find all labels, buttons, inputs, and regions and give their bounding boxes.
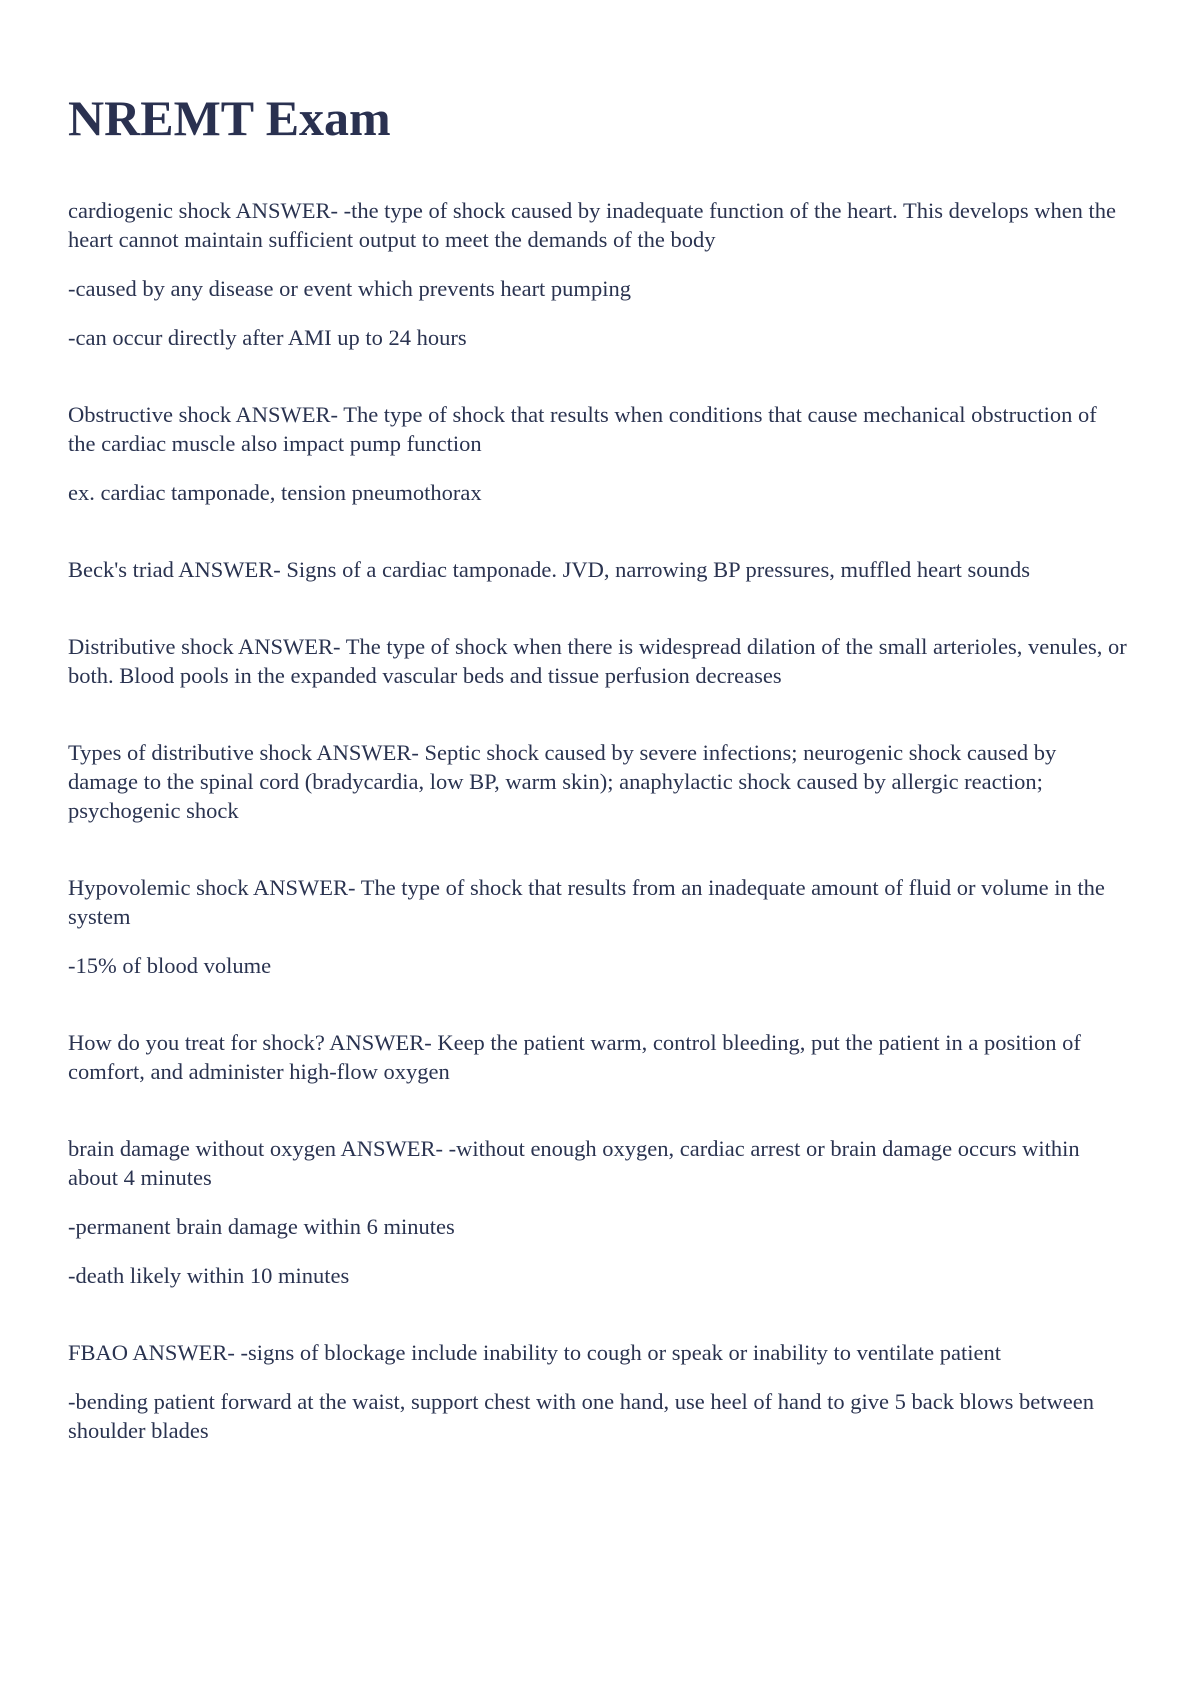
- flashcard-question-line: [68, 555, 1128, 584]
- answer-label: ANSWER-: [329, 1030, 432, 1055]
- answer-label: ANSWER-: [340, 1136, 443, 1161]
- flashcard-list: [68, 196, 1128, 1445]
- flashcard-question-line: [68, 738, 1128, 825]
- answer-label: ANSWER-: [235, 198, 338, 223]
- flashcard-term: brain damage without oxygen: [68, 1136, 337, 1161]
- answer-label: ANSWER-: [235, 402, 338, 427]
- flashcard-extra-line: -bending patient forward at the waist, support chest with one hand, use heel of hand to give 5 back blows between shoulder blades: [68, 1389, 1094, 1443]
- flashcard-extra-line: -15% of blood volume: [68, 953, 272, 978]
- flashcard-term: cardiogenic shock: [68, 198, 232, 223]
- document-title: NREMT Exam: [68, 90, 391, 146]
- flashcard-answer: Keep the patient warm, control bleeding, put the patient in a position of comfort, and administer high-flow oxygen: [68, 1030, 1081, 1084]
- flashcard-extra-line: -caused by any disease or event which prevents heart pumping: [68, 276, 631, 301]
- flashcard-entry: [68, 1134, 1128, 1290]
- flashcard-term: Types of distributive shock: [68, 740, 313, 765]
- flashcard-term: Hypovolemic shock: [68, 875, 249, 900]
- flashcard-answer: Signs of a cardiac tamponade. JVD, narrowing BP pressures, muffled heart sounds: [286, 557, 1031, 582]
- answer-label: ANSWER-: [238, 634, 341, 659]
- flashcard-answer: -the type of shock caused by inadequate function of the heart. This develops when the heart cannot maintain sufficient output to meet the demands of the body: [68, 198, 1117, 252]
- flashcard-entry: [68, 738, 1128, 825]
- flashcard-question-line: [68, 196, 1128, 254]
- flashcard-answer: The type of shock when there is widespread dilation of the small arterioles, venules, or both. Blood pools in the expanded vascular beds and tissue perfusion decreases: [68, 634, 1127, 688]
- flashcard-entry: [68, 1028, 1128, 1086]
- flashcard-entry: [68, 196, 1128, 352]
- flashcard-answer: -without enough oxygen, cardiac arrest or brain damage occurs within about 4 minutes: [68, 1136, 1080, 1190]
- flashcard-term: FBAO: [68, 1340, 129, 1365]
- flashcard-entry: [68, 1338, 1128, 1445]
- flashcard-extra-line: -death likely within 10 minutes: [68, 1263, 350, 1288]
- flashcard-entry: [68, 400, 1128, 507]
- flashcard-question-line: [68, 1028, 1128, 1086]
- flashcard-entry: [68, 632, 1128, 690]
- flashcard-term: Distributive shock: [68, 634, 234, 659]
- flashcard-entry: [68, 555, 1128, 584]
- flashcard-question-line: [68, 632, 1128, 690]
- flashcard-answer: -signs of blockage include inability to cough or speak or inability to ventilate patient: [240, 1340, 1001, 1365]
- flashcard-answer: Septic shock caused by severe infections; neurogenic shock caused by damage to the spinal cord (bradycardia, low BP, warm skin); anaphylactic shock caused by allergic reaction; psychogenic shock: [68, 740, 1057, 823]
- answer-label: ANSWER-: [132, 1340, 235, 1365]
- flashcard-term: Beck's triad: [68, 557, 174, 582]
- flashcard-question-line: [68, 873, 1128, 931]
- flashcard-answer: The type of shock that results when conditions that cause mechanical obstruction of the cardiac muscle also impact pump function: [68, 402, 1097, 456]
- flashcard-entry: [68, 873, 1128, 980]
- flashcard-answer: The type of shock that results from an inadequate amount of fluid or volume in the system: [68, 875, 1105, 929]
- answer-label: ANSWER-: [316, 740, 419, 765]
- flashcard-question-line: [68, 1134, 1128, 1192]
- flashcard-question-line: [68, 1338, 1128, 1367]
- flashcard-term: Obstructive shock: [68, 402, 232, 427]
- flashcard-extra-line: -permanent brain damage within 6 minutes: [68, 1214, 455, 1239]
- flashcard-extra-line: -can occur directly after AMI up to 24 hours: [68, 325, 467, 350]
- flashcard-extra-line: ex. cardiac tamponade, tension pneumothorax: [68, 480, 482, 505]
- flashcard-term: How do you treat for shock?: [68, 1030, 325, 1055]
- answer-label: ANSWER-: [252, 875, 356, 900]
- answer-label: ANSWER-: [178, 557, 281, 582]
- document-page: [68, 0, 1128, 1493]
- flashcard-question-line: [68, 400, 1128, 458]
